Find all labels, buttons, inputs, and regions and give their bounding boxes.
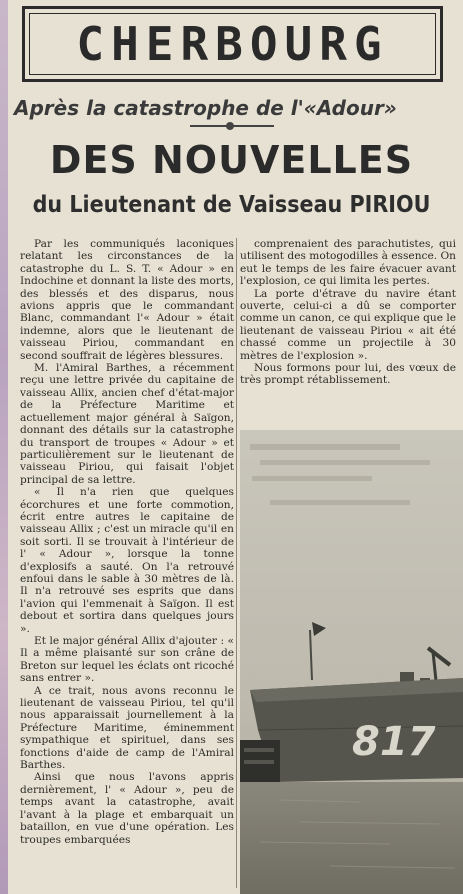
- ornament-dot: [226, 122, 234, 130]
- paragraph: Ainsi que nous l'avons appris dernièrement, l' « Adour », peu de temps avant la catastrophe, avait l'avant à la plage et embarquait un bataillon, en vue d'une opération. Les troupes embarquées: [20, 771, 234, 846]
- paragraph: Nous formons pour lui, des vœux de très prompt rétablissement.: [240, 362, 456, 387]
- subheadline: du Lieutenant de Vaisseau PIRIOU: [32, 192, 431, 218]
- masthead-box: [22, 6, 443, 82]
- paragraph: « Il n'a rien que quelques écorchures et une forte commotion, écrit entre autres le capitaine de vaisseau Allix ; c'est un miracle qu'il en soit sorti. Il se trouvait à l'intérieur de l' « Adour », lorsque la tonne d'explosifs a sauté. On l'a retrouvé enfoui dans le sable à 30 mètres de là. Il n'a retrouvé ses esprits que dans l'avion qui l'emmenait à Saïgon. Il est debout et sortira dans quelques jours ».: [20, 486, 234, 635]
- article-column-2: [240, 238, 456, 387]
- column-divider: [236, 238, 237, 888]
- article-column-1: [20, 238, 234, 846]
- paragraph: Et le major général Allix d'ajouter : « Il a même plaisanté sur son crâne de Breton sur lequel les éclats ont ricoché sans entrer ».: [20, 635, 234, 685]
- paragraph: Par les communiqués laconiques relatant les circonstances de la catastrophe du L. S. T. « Adour » en Indochine et donnant la liste des morts, des blessés et des disparus, nous avions appris que le commandant Blanc, commandant l'« Adour » était indemne, alors que le lieutenant de vaisseau Piriou, commandant en second souffrait de légères blessures.: [20, 238, 234, 362]
- paragraph: A ce trait, nous avons reconnu le lieutenant de vaisseau Piriou, tel qu'il nous apparaissait journellement à la Préfecture Maritime, éminemment sympathique et spirituel, dans ses fonctions d'aide de camp de l'Amiral Barthes.: [20, 684, 234, 772]
- masthead-title: CHERBOURG: [76, 17, 389, 71]
- ship-photo-graphic: [240, 430, 463, 894]
- paragraph: La porte d'étrave du navire étant ouverte, celui-ci a dû se comporter comme un canon, ce qui explique que le lieutenant de vaisseau Piriou « ait été chassé comme un projectile à 30 mètres de l'explosion ».: [240, 287, 456, 362]
- paragraph: M. l'Amiral Barthes, a récemment reçu une lettre privée du capitaine de vaisseau Allix, ancien chef d'état-major de la Préfecture Maritime et actuellement major général à Saïgon, donnant des détails sur la catastrophe du transport de troupes « Adour » et particulièrement sur le lieutenant de vaisseau Piriou, qui faisait l'objet principal de sa lettre.: [20, 362, 234, 486]
- headline: DES NOUVELLES: [49, 138, 414, 182]
- kicker-line: Après la catastrophe de l'«Adour»: [14, 96, 397, 120]
- ship-photograph: [240, 430, 463, 894]
- paragraph: comprenaient des parachutistes, qui utilisent des motogodilles à essence. On eut le temps de les faire évacuer avant l'explosion, ce qui limita les pertes.: [240, 238, 456, 288]
- masthead-inner-frame: [29, 13, 436, 75]
- background-strip: [0, 0, 8, 894]
- hull-number: 817: [352, 719, 436, 765]
